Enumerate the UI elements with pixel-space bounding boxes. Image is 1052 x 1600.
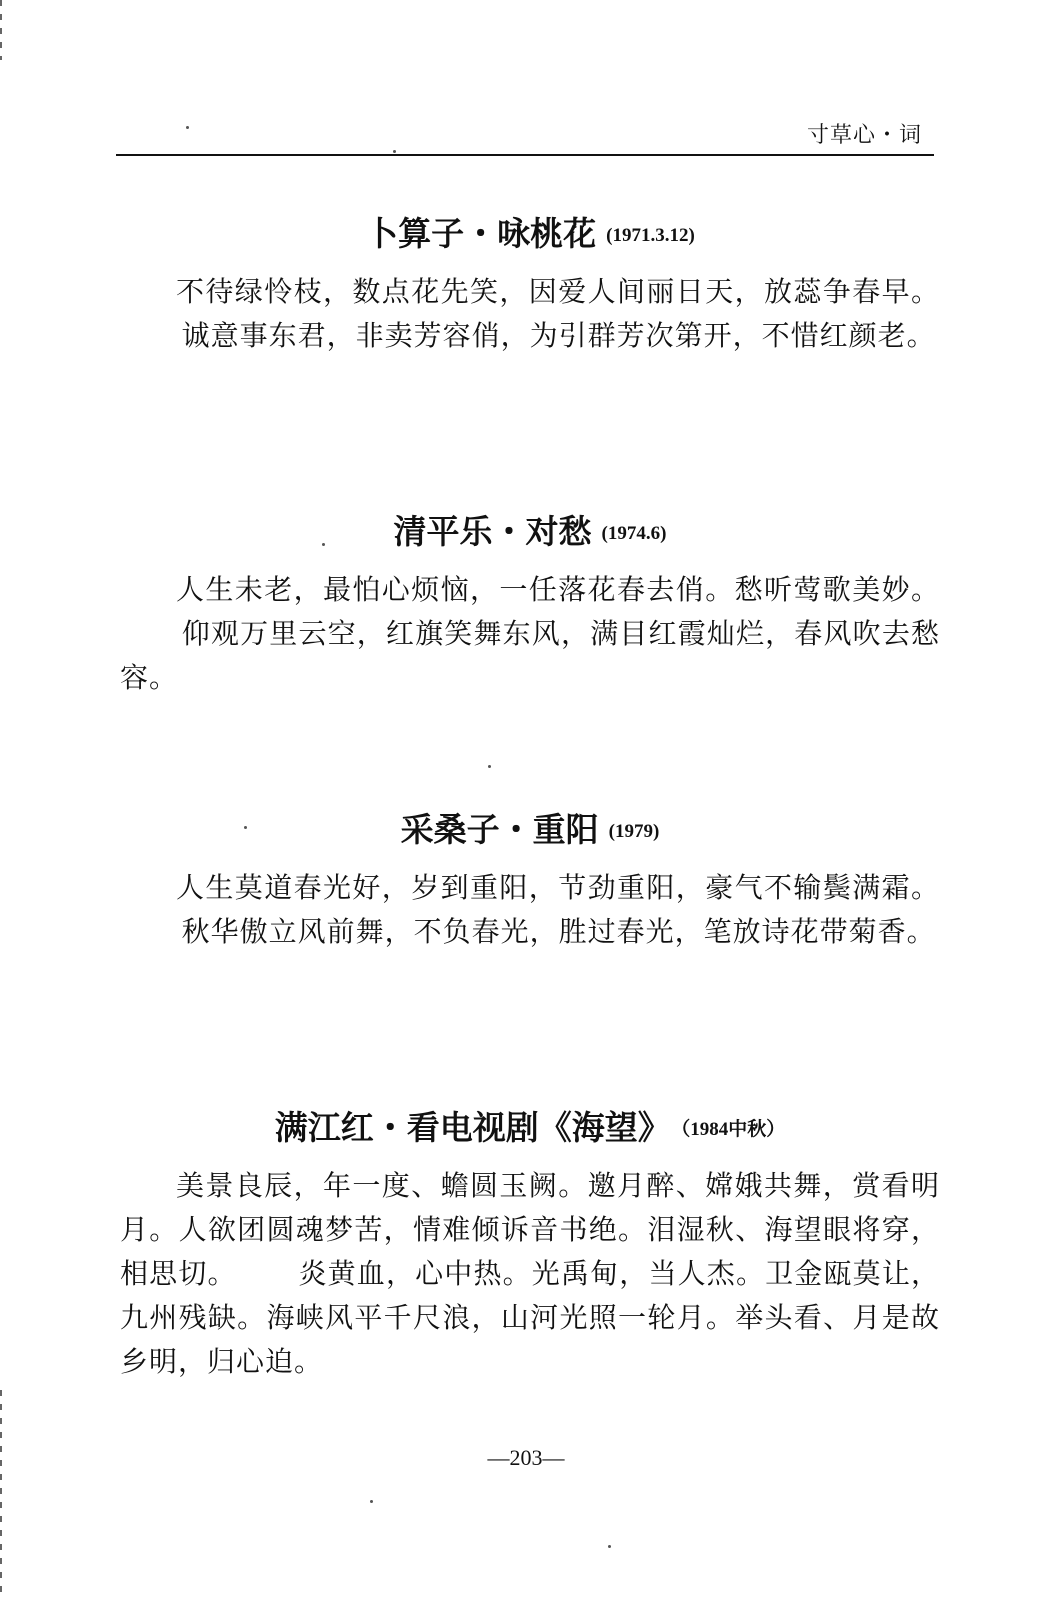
header-rule xyxy=(116,154,934,156)
scan-speck xyxy=(370,1500,373,1503)
poem-stanza-1: 不待绿怜枝，数点花先笑，因爱人间丽日天，放蕊争春早。 xyxy=(176,274,940,308)
poem xyxy=(120,1108,940,1384)
scan-speck xyxy=(393,150,396,153)
poem-body xyxy=(120,270,940,358)
poem-stanza-2: 炎黄血，心中热。光禹甸，当人杰。卫金瓯莫让，九州残缺。海峡风平千尺浪，山河光照一轮月。举头看、月是故乡明，归心迫。 xyxy=(120,1256,940,1378)
scan-speck xyxy=(186,126,189,129)
scan-speck xyxy=(244,826,247,829)
running-header: 寸草心・词 xyxy=(806,123,922,148)
poem-body xyxy=(120,568,940,700)
poem-stanza-2: 仰观万里云空，红旗笑舞东风，满目红霞灿烂，春风吹去愁容。 xyxy=(120,616,940,694)
poem xyxy=(120,512,940,700)
poem-date: (1979) xyxy=(608,820,660,842)
poem-title: 采桑子・重阳 xyxy=(400,810,599,849)
poem-stanza-1: 人生未老，最怕心烦恼，一任落花春去俏。愁听莺歌美妙。 xyxy=(176,572,940,606)
poem xyxy=(120,810,940,954)
scan-speck xyxy=(488,765,491,768)
poem-title-line xyxy=(120,214,940,256)
poem-stanza-2: 秋华傲立风前舞，不负春光，胜过春光，笔放诗花带菊香。 xyxy=(181,914,936,948)
page-number: —203— xyxy=(487,1445,565,1470)
poem-stanza-2: 诚意事东君，非卖芳容俏，为引群芳次第开，不惜红颜老。 xyxy=(181,318,936,352)
poem-title-line xyxy=(120,512,940,554)
scan-speck xyxy=(608,1545,611,1548)
scan-edge-mark xyxy=(0,1390,2,1600)
poem-body xyxy=(120,866,940,954)
poem-title: 满江红・看电视剧《海望》 xyxy=(274,1108,671,1147)
poem-title: 卜算子・咏桃花 xyxy=(365,214,597,253)
scan-speck xyxy=(322,543,325,546)
poem-title-line xyxy=(120,1108,940,1150)
poem-date: (1971.3.12) xyxy=(606,224,695,246)
poem-title-line xyxy=(120,810,940,852)
poem-title: 清平乐・对愁 xyxy=(393,512,592,551)
poem-stanza-1: 美景良辰，年一度、蟾圆玉阙。邀月醉、嫦娥共舞，赏看明月。人欲团圆魂梦苦，情难倾诉音书绝。泪湿秋、海望眼将穿，相思切。 xyxy=(120,1168,940,1290)
poem xyxy=(120,214,940,358)
poem-date: (1974.6) xyxy=(601,522,667,544)
poem-body xyxy=(120,1164,940,1384)
poem-date: （1984中秋） xyxy=(680,1118,786,1140)
poem-stanza-1: 人生莫道春光好，岁到重阳，节劲重阳，豪气不输鬓满霜。 xyxy=(176,870,940,904)
scan-edge-mark xyxy=(0,0,2,60)
